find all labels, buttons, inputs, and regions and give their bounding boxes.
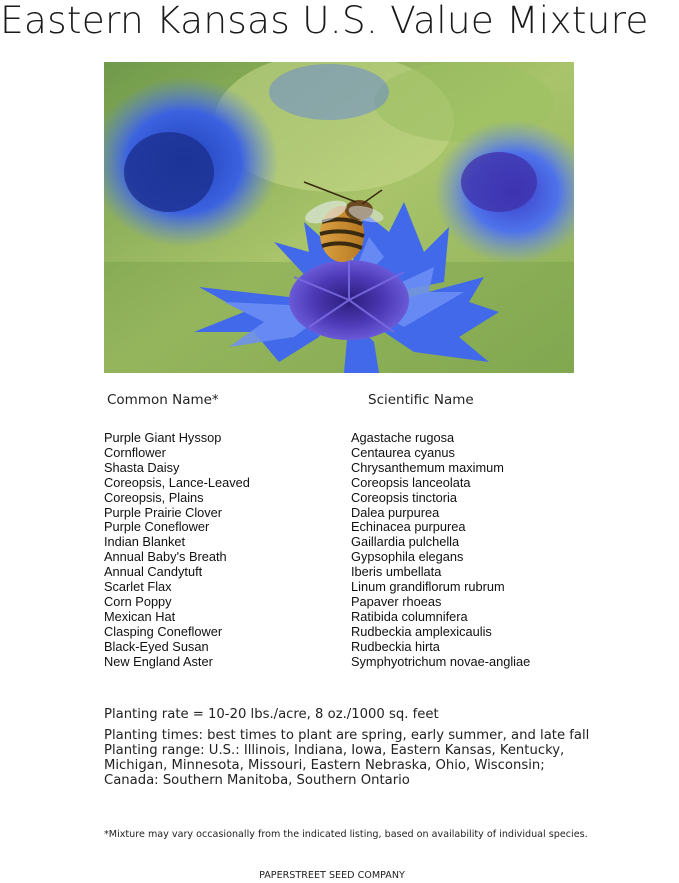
common-name-list	[104, 431, 250, 670]
scientific-name: Rudbeckia hirta	[351, 638, 440, 654]
common-name: Coreopsis, Lance-Leaved	[104, 474, 250, 490]
scientific-name: Agastache rugosa	[351, 430, 455, 445]
common-name: Purple Prairie Clover	[104, 504, 223, 520]
planting-rate: Planting rate = 10-20 lbs./acre, 8 oz./1000 sq. feet	[104, 707, 439, 722]
scientific-name: Coreopsis lanceolata	[351, 474, 471, 490]
scientific-name: Chrysanthemum maximum	[351, 459, 504, 475]
scientific-name: Echinacea purpurea	[351, 519, 466, 535]
page-title: Eastern Kansas U.S. Value Mixture	[0, 0, 649, 42]
mixture-footnote: *Mixture may vary occasionally from the indicated listing, based on availability of individual species.	[104, 829, 588, 840]
cornflower-bee-photo	[104, 62, 574, 373]
common-name: Mexican Hat	[104, 608, 176, 624]
scientific-name: Dalea purpurea	[351, 504, 440, 520]
common-name: Cornflower	[104, 444, 166, 460]
common-name: Annual Candytuft	[104, 564, 203, 580]
common-name: Shasta Daisy	[104, 459, 180, 475]
scientific-name: Ratibida columnifera	[351, 608, 468, 624]
scientific-name: Symphyotrichum novae-angliae	[351, 653, 531, 669]
common-name-header: Common Name*	[107, 392, 219, 408]
scientific-name: Rudbeckia amplexicaulis	[351, 623, 492, 639]
common-name: Purple Coneflower	[104, 519, 210, 535]
company-footer: PAPERSTREET SEED COMPANY	[259, 870, 405, 881]
planting-times: Planting times: best times to plant are spring, early summer, and late fall	[104, 728, 590, 743]
common-name: Black-Eyed Susan	[104, 638, 209, 654]
scientific-name: Centaurea cyanus	[351, 444, 455, 460]
scientific-name: Gaillardia pulchella	[351, 534, 460, 550]
common-name: Indian Blanket	[104, 534, 186, 550]
common-name: Scarlet Flax	[104, 579, 172, 595]
common-name: Annual Baby's Breath	[104, 549, 227, 565]
common-name: Coreopsis, Plains	[104, 489, 204, 505]
common-name: Corn Poppy	[104, 593, 172, 609]
common-name: New England Aster	[104, 653, 213, 669]
scientific-name: Coreopsis tinctoria	[351, 489, 457, 505]
scientific-name: Linum grandiflorum rubrum	[351, 579, 505, 595]
scientific-name: Papaver rhoeas	[351, 593, 442, 609]
scientific-name-header: Scientific Name	[368, 392, 474, 408]
common-name: Clasping Coneflower	[104, 623, 223, 639]
scientific-name: Gypsophila elegans	[351, 549, 464, 565]
scientific-name: Iberis umbellata	[351, 564, 442, 580]
scientific-name-list	[351, 431, 530, 670]
common-name: Purple Giant Hyssop	[104, 430, 222, 445]
planting-range: Planting range: U.S.: Illinois, Indiana, Iowa, Eastern Kansas, Kentucky, Michigan, Minnesota, Missouri, Eastern Nebraska, Ohio, Wisconsin; Canada: Southern Manitoba, Southern Ontario	[104, 743, 565, 789]
